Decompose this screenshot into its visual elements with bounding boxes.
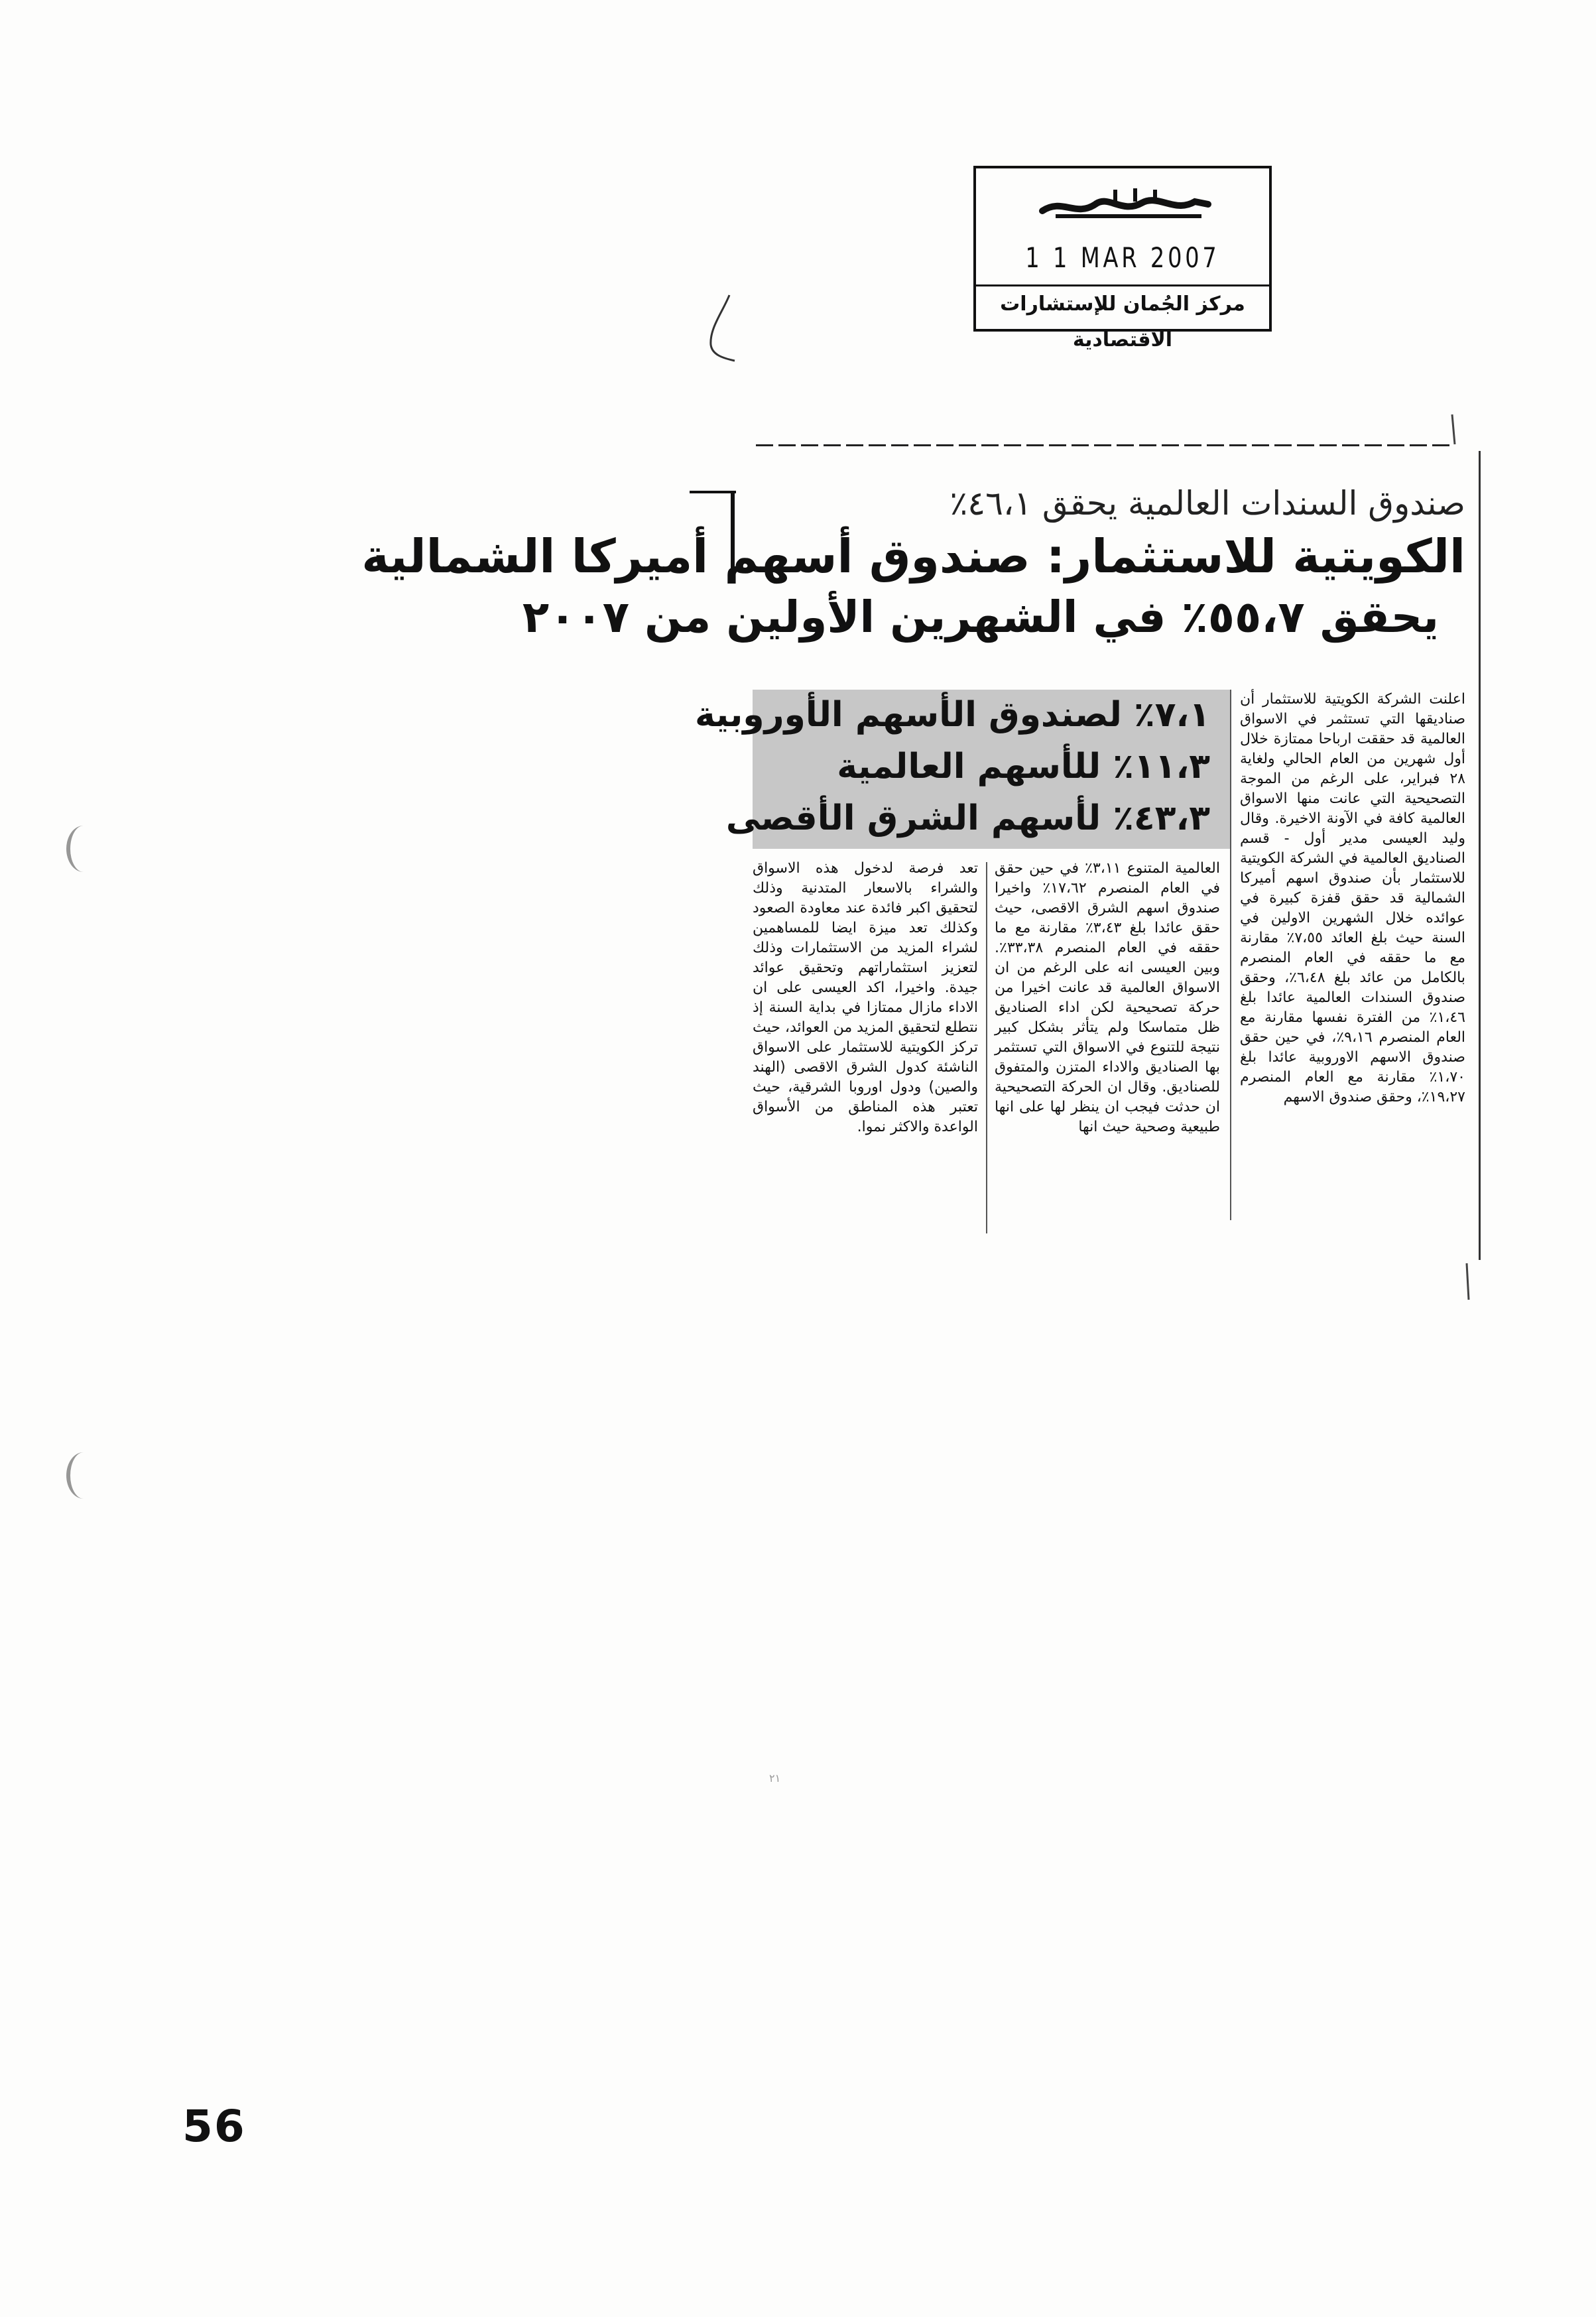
column-divider [986,862,987,1233]
pencil-scribble-icon [703,292,743,365]
article-headline-line1: الكويتية للاستثمار: صندوق أسهم أميركا الشمالية [361,529,1465,584]
article-kicker: صندوق السندات العالمية يحقق ٤٦،١٪ [950,484,1465,523]
article-headline-line2: يحقق ٥٥،٧٪ في الشهرين الأولين من ٢٠٠٧ [522,592,1439,643]
clipping-top-rule [756,444,1452,446]
highlights-box [695,690,1230,849]
newspaper-logo [1036,184,1215,224]
punch-hole-bottom [66,1452,101,1499]
newspaper-clipping [361,424,1485,1306]
archive-stamp [973,166,1272,351]
punch-hole-top [66,826,101,872]
clipping-right-rule [1479,451,1481,1260]
highlight-global-equity: ١١،٣٪ للأسهم العالمية [837,747,1210,786]
highlight-european-equity: ٧،١٪ لصندوق الأسهم الأوروبية [695,695,1210,735]
page-number: 56 [182,2101,246,2152]
column-divider [1230,690,1231,1220]
clipping-left-rule [690,491,736,493]
stamp-date: 1 1 MAR 2007 [1025,241,1220,274]
article-column-1: اعلنت الشركة الكويتية للاستثمار أن صناديقها التي تستثمر في الاسواق العالمية قد حققت ارباحا ممتازة خلال أول شهرين من العام الحالي ولغاية ٢٨ فبراير، على الرغم من الموجة التصحيحية التي عانت منها الاسواق العالمية كافة في الآونة الاخيرة. وقال وليد العيسى مدير أول - قسم الصناديق العالمية في الشركة الكويتية للاستثمار بأن صندوق اسهم أميركا الشمالية قد حقق قفزة كبيرة في عوائده خلال الشهرين الاولين في السنة حيث بلغ العائد ٧،٥٥٪ مقارنة مع ما حققه في العام المنصرم بالكامل من عائد بلغ ٦،٤٨٪، وحقق صندوق السندات العالمية عائدا بلغ ١،٤٦٪ من الفترة نفسها مقارنة مع العام المنصرم ٩،١٦٪، في حين حقق صندوق الاسهم الاوروبية عائدا بلغ ١،٧٠٪ مقارنة مع العام المنصرم ١٩،٢٧٪، وحقق صندوق الاسهم [1240,691,1466,1105]
faint-mark: ٢١ [769,1772,781,1785]
stamp-organization: مركز الجُمان للإستشارات الاقتصادية [976,284,1269,324]
article-column-3: تعد فرصة لدخول هذه الاسواق والشراء بالاسعار المتدنية وذلك لتحقيق اكبر فائدة عند معاودة الصعود وكذلك تعد ميزة ايضا للمساهمين لشراء المزيد من الاستثمارات وذلك لتعزيز استثماراتهم وتحقيق عوائد جيدة. واخيرا، اكد العيسى على ان الاداء مازال ممتازا في بداية السنة إذ نتطلع لتحقيق المزيد من العوائد، حيث تركز الكويتية للاستثمار على الاسواق الناشئة كدول الشرق الاقصى (الهند والصين) ودول اوروبا الشرقية، حيث تعتبر هذه المناطق من الأسواق الواعدة والاكثر نموا. [753,860,978,1135]
article-column-2: العالمية المتنوع ٣،١١٪ في حين حقق في العام المنصرم ١٧،٦٢٪ واخيرا صندوق اسهم الشرق الاقصى، حيث حقق عائدا بلغ ٣،٤٣٪ مقارنة مع ما حققه في العام المنصرم ٣٣،٣٨٪. وبين العيسى انه على الرغم من ان الاسواق العالمية قد عانت اخيرا من حركة تصحيحية لكن اداء الصناديق ظل متماسكا ولم يتأثر بشكل كبير نتيجة للتنوع في الاسواق التي تستثمر بها الصناديق والاداء المتزن والمتفوق للصناديق. وقال ان الحركة التصحيحية ان حدثت فيجب ان ينظر لها على انها طبيعية وصحية حيث انها [995,860,1220,1135]
highlight-far-east-equity: ٤٣،٣٪ لأسهم الشرق الأقصى [725,798,1210,838]
